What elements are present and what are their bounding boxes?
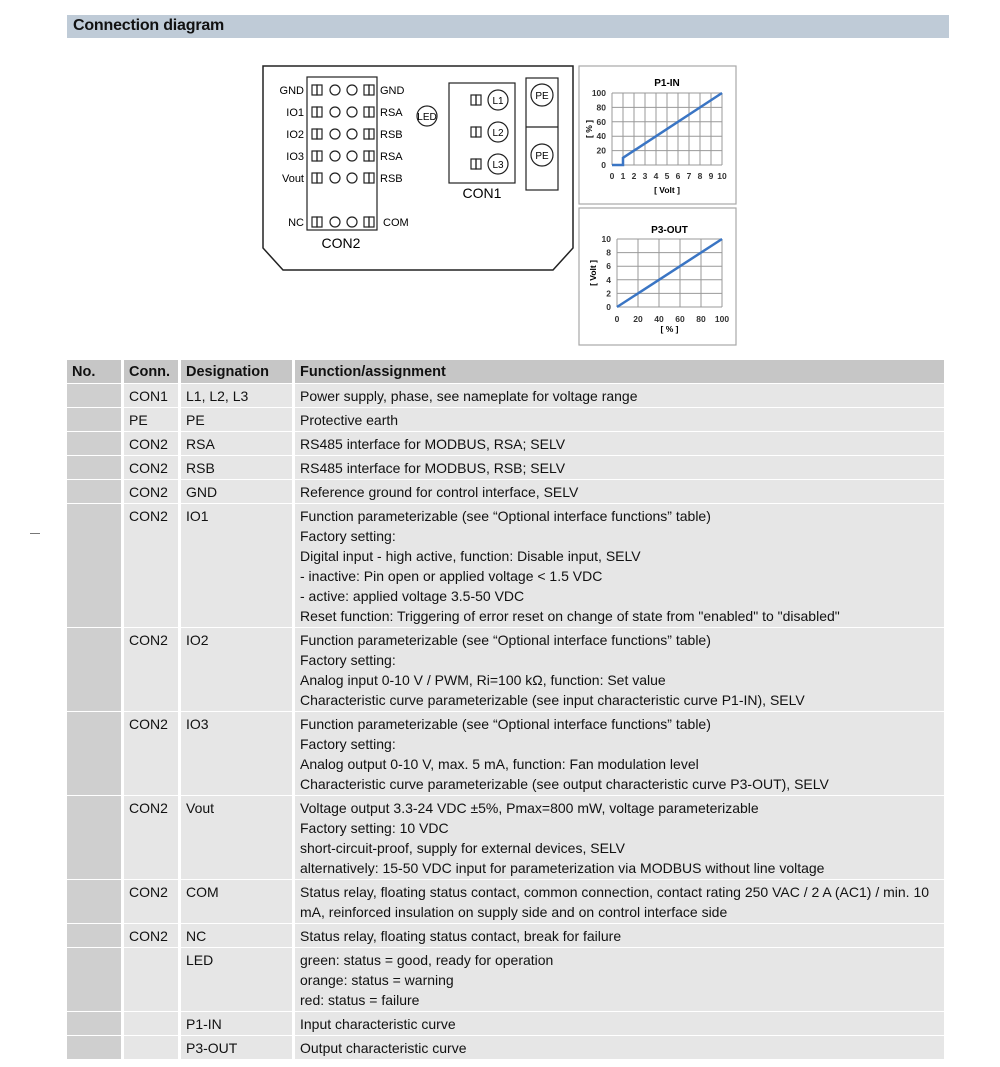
function-cell: [295, 384, 944, 407]
no-cell: [67, 504, 121, 627]
table-row: [67, 948, 944, 1011]
no-cell: [67, 712, 121, 795]
function-cell: [295, 432, 944, 455]
chart-p3-out: [579, 208, 736, 345]
designation-cell: Vout: [181, 796, 292, 879]
x-tick-label: 40: [654, 314, 664, 324]
pin-assignment-table: [64, 359, 947, 1060]
x-tick-label: 2: [631, 171, 637, 181]
no-cell: [67, 1036, 121, 1059]
function-line: alternatively: 15-50 VDC input for parameterization via MODBUS without line voltage: [300, 860, 825, 876]
table-row: [67, 432, 944, 455]
con2-right-label: GND: [380, 85, 405, 97]
con1-terminal-label: L2: [492, 128, 504, 139]
function-line: Output characteristic curve: [300, 1040, 467, 1056]
y-axis-label: [ % ]: [584, 120, 594, 138]
y-tick-label: 80: [596, 102, 606, 113]
y-tick-label: 8: [606, 247, 611, 258]
function-line: Analog output 0-10 V, max. 5 mA, function: Fan modulation level: [300, 756, 699, 772]
designation-cell: IO1: [181, 504, 292, 627]
conn-cell: CON2: [124, 504, 178, 627]
function-line: red: status = failure: [300, 992, 420, 1008]
conn-cell: CON2: [124, 796, 178, 879]
no-cell: [67, 408, 121, 431]
no-cell: [67, 796, 121, 879]
function-line: Function parameterizable (see “Optional interface functions” table): [300, 716, 711, 732]
con2-left-label: IO2: [286, 129, 304, 141]
table-row: [67, 628, 944, 711]
designation-cell: RSA: [181, 432, 292, 455]
y-axis-label: [ Volt ]: [588, 260, 598, 286]
function-line: - inactive: Pin open or applied voltage < 1.5 VDC: [300, 568, 603, 584]
pe-label: PE: [535, 151, 549, 162]
y-tick-label: 0: [601, 160, 606, 170]
con2-left-label: NC: [288, 217, 304, 229]
function-line: RS485 interface for MODBUS, RSA; SELV: [300, 436, 566, 452]
y-tick-label: 100: [591, 88, 606, 98]
y-tick-label: 0: [606, 302, 611, 312]
function-line: - active: applied voltage 3.5-50 VDC: [300, 588, 525, 604]
x-tick-label: 9: [708, 171, 714, 181]
designation-cell: P3-OUT: [181, 1036, 292, 1059]
designation-cell: L1, L2, L3: [181, 384, 292, 407]
conn-cell: CON2: [124, 480, 178, 503]
x-tick-label: 80: [696, 314, 706, 324]
no-cell: [67, 628, 121, 711]
margin-mark: [30, 533, 40, 534]
table-row: [67, 480, 944, 503]
function-line: Status relay, floating status contact, common connection, contact rating 250 VAC / 2 A (AC1) / min. 10: [300, 884, 930, 900]
column-header: Function/assignment: [295, 360, 944, 383]
function-cell: [295, 796, 944, 879]
conn-cell: CON2: [124, 712, 178, 795]
function-cell: [295, 924, 944, 947]
function-cell: [295, 948, 944, 1011]
y-tick-label: 6: [606, 261, 611, 272]
designation-cell: COM: [181, 880, 292, 923]
y-tick-label: 4: [606, 274, 611, 285]
con2-left-label: IO1: [286, 107, 304, 119]
con2-right-label: COM: [383, 217, 409, 229]
column-header: No.: [67, 360, 121, 383]
table-row: [67, 924, 944, 947]
x-tick-label: 8: [697, 171, 703, 181]
designation-cell: IO3: [181, 712, 292, 795]
function-cell: [295, 1036, 944, 1059]
function-cell: [295, 712, 944, 795]
table-row: [67, 1036, 944, 1059]
connection-diagram: [0, 0, 1000, 355]
section-title: Connection diagram: [73, 17, 225, 34]
no-cell: [67, 480, 121, 503]
table-header-row: [67, 360, 944, 383]
conn-cell: [124, 948, 178, 1011]
x-tick-label: 3: [642, 171, 648, 181]
con1-terminal-label: L3: [492, 160, 504, 171]
function-line: Function parameterizable (see “Optional interface functions” table): [300, 632, 711, 648]
column-header: Designation: [181, 360, 292, 383]
con2-left-label: GND: [279, 85, 304, 97]
no-cell: [67, 384, 121, 407]
con1-terminal-label: L1: [492, 96, 504, 107]
function-line: RS485 interface for MODBUS, RSB; SELV: [300, 460, 566, 476]
con1-label: CON1: [462, 185, 502, 201]
x-tick-label: 6: [675, 171, 681, 181]
x-tick-label: 0: [609, 171, 615, 181]
function-line: Factory setting: 10 VDC: [300, 820, 449, 836]
function-line: short-circuit-proof, supply for external devices, SELV: [300, 840, 625, 856]
conn-cell: [124, 1036, 178, 1059]
designation-cell: IO2: [181, 628, 292, 711]
conn-cell: PE: [124, 408, 178, 431]
con2-right-label: RSB: [380, 173, 403, 185]
chart-p1-in: [579, 66, 736, 204]
x-tick-label: 20: [633, 314, 643, 324]
function-line: Characteristic curve parameterizable (see input characteristic curve P1-IN), SELV: [300, 692, 805, 708]
x-tick-label: 60: [675, 314, 685, 324]
conn-cell: CON1: [124, 384, 178, 407]
function-line: Function parameterizable (see “Optional interface functions” table): [300, 508, 711, 524]
con2-label: CON2: [321, 235, 361, 251]
con2-right-label: RSA: [380, 151, 403, 163]
function-line: orange: status = warning: [300, 972, 454, 988]
conn-cell: CON2: [124, 880, 178, 923]
designation-cell: NC: [181, 924, 292, 947]
y-tick-label: 20: [596, 145, 606, 156]
function-cell: [295, 628, 944, 711]
designation-cell: RSB: [181, 456, 292, 479]
function-line: Voltage output 3.3-24 VDC ±5%, Pmax=800 mW, voltage parameterizable: [300, 800, 759, 816]
table-row: [67, 384, 944, 407]
function-line: Characteristic curve parameterizable (see output characteristic curve P3-OUT), SELV: [300, 776, 829, 792]
function-line: Reset function: Triggering of error reset on change of state from "enabled" to "disabled": [300, 608, 840, 624]
y-tick-label: 40: [596, 131, 606, 142]
function-line: Factory setting:: [300, 652, 396, 668]
con2-left-label: Vout: [281, 173, 304, 185]
led-indicator: [417, 106, 437, 126]
con2-left-label: IO3: [286, 151, 304, 163]
function-line: Analog input 0-10 V / PWM, Ri=100 kΩ, function: Set value: [300, 672, 666, 688]
y-tick-label: 10: [601, 234, 611, 244]
chart-title: P3-OUT: [651, 225, 688, 236]
no-cell: [67, 456, 121, 479]
function-line: Power supply, phase, see nameplate for voltage range: [300, 388, 638, 404]
x-tick-label: 0: [614, 314, 620, 324]
table-row: [67, 456, 944, 479]
function-line: Factory setting:: [300, 736, 396, 752]
conn-cell: [124, 1012, 178, 1035]
no-cell: [67, 880, 121, 923]
table-row: [67, 880, 944, 923]
no-cell: [67, 1012, 121, 1035]
conn-cell: CON2: [124, 924, 178, 947]
designation-cell: GND: [181, 480, 292, 503]
function-line: Input characteristic curve: [300, 1016, 456, 1032]
function-line: Reference ground for control interface, SELV: [300, 484, 579, 500]
function-line: Digital input - high active, function: Disable input, SELV: [300, 548, 641, 564]
no-cell: [67, 432, 121, 455]
column-header: Conn.: [124, 360, 178, 383]
conn-cell: CON2: [124, 432, 178, 455]
no-cell: [67, 924, 121, 947]
x-tick-label: 10: [717, 171, 727, 181]
x-axis-label: [ Volt ]: [654, 185, 680, 195]
function-cell: [295, 880, 944, 923]
x-axis-label: [ % ]: [660, 324, 679, 334]
no-cell: [67, 948, 121, 1011]
x-tick-label: 7: [686, 171, 692, 181]
function-cell: [295, 408, 944, 431]
table-row: [67, 1012, 944, 1035]
designation-cell: PE: [181, 408, 292, 431]
x-tick-label: 4: [653, 171, 659, 181]
chart-title: P1-IN: [654, 78, 680, 89]
con2-right-label: RSA: [380, 107, 403, 119]
function-cell: [295, 1012, 944, 1035]
x-tick-label: 1: [620, 171, 626, 181]
x-tick-label: 5: [664, 171, 670, 181]
table-row: [67, 504, 944, 627]
y-tick-label: 2: [606, 288, 611, 299]
table-row: [67, 796, 944, 879]
function-cell: [295, 480, 944, 503]
designation-cell: P1-IN: [181, 1012, 292, 1035]
function-line: Protective earth: [300, 412, 399, 428]
conn-cell: CON2: [124, 456, 178, 479]
y-tick-label: 60: [596, 116, 606, 127]
function-line: Status relay, floating status contact, break for failure: [300, 928, 622, 944]
function-line: Factory setting:: [300, 528, 396, 544]
table-row: [67, 408, 944, 431]
x-tick-label: 100: [714, 314, 730, 324]
pe-label: PE: [535, 91, 549, 102]
table-row: [67, 712, 944, 795]
function-cell: [295, 504, 944, 627]
function-line: green: status = good, ready for operation: [300, 952, 554, 968]
con2-right-label: RSB: [380, 129, 403, 141]
function-line: mA, reinforced insulation on supply side and on control interface side: [300, 904, 728, 920]
function-cell: [295, 456, 944, 479]
designation-cell: LED: [181, 948, 292, 1011]
conn-cell: CON2: [124, 628, 178, 711]
led-label: LED: [417, 112, 437, 123]
